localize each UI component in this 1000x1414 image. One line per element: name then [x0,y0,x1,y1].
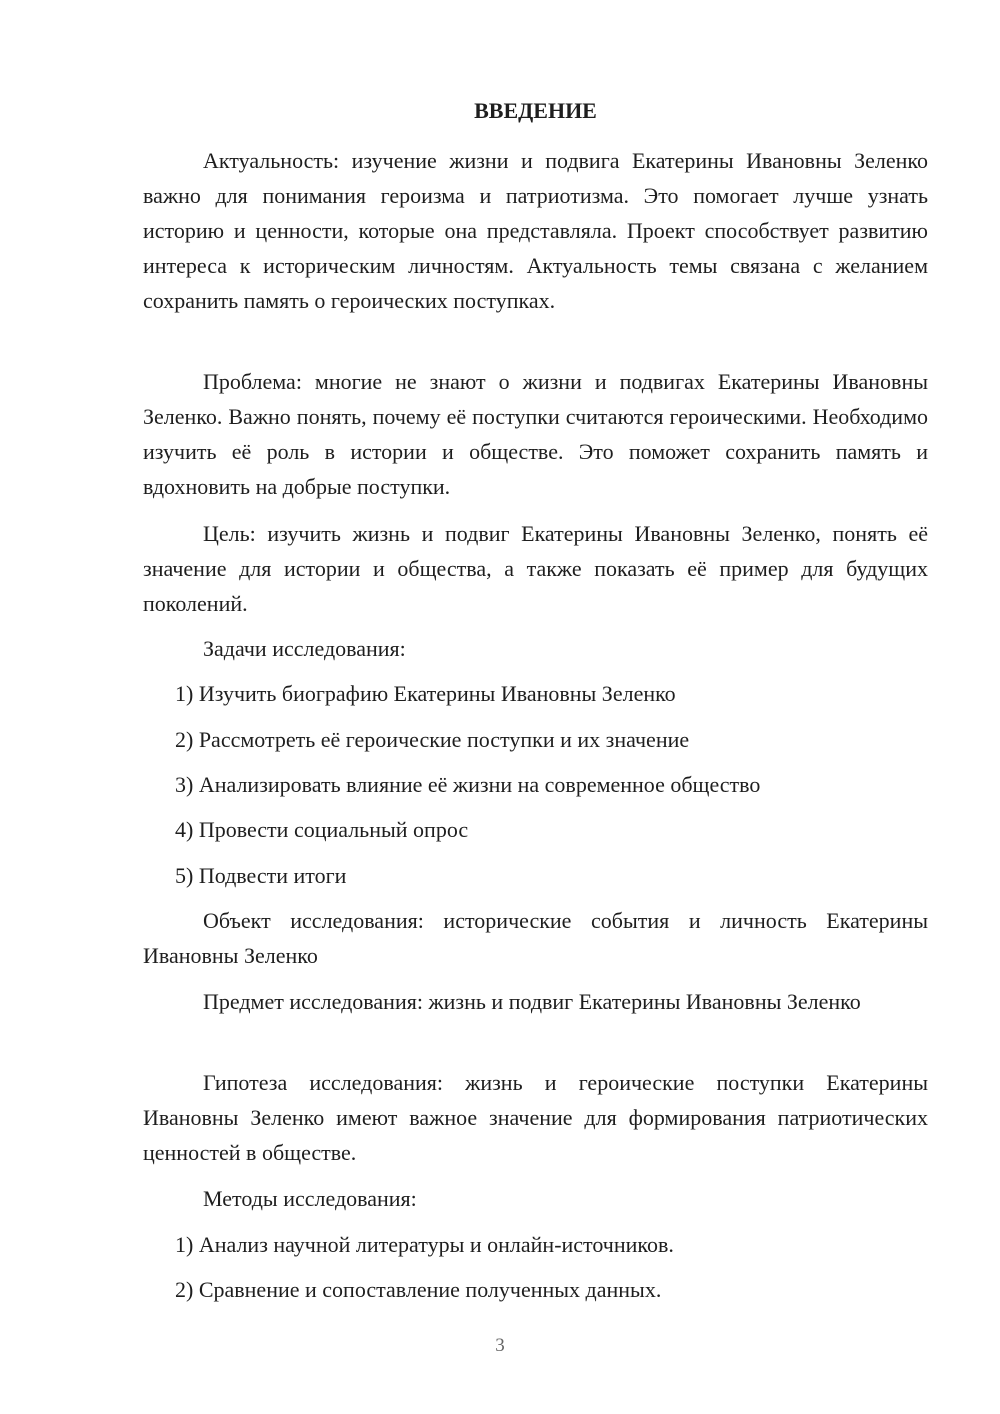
task-item-3: 3) Анализировать влияние её жизни на современное общество [175,772,761,797]
hypothesis-paragraph: Гипотеза исследования: жизнь и героические поступки Екатерины Ивановны Зеленко имеют важное значение для формирования патриотических ценностей в обществе. [143,1070,928,1165]
task-item-5: 5) Подвести итоги [175,863,347,888]
subject-paragraph: Предмет исследования: жизнь и подвиг Екатерины Ивановны Зеленко [203,989,861,1014]
relevance-paragraph: Актуальность: изучение жизни и подвига Екатерины Ивановны Зеленко важно для понимания героизма и патриотизма. Это помогает лучше узнать историю и ценности, которые она представляла. Проект способствует развитию интереса к историческим личностям. Актуальность темы связана с желанием сохранить память о героических поступках. [143,148,928,313]
task-item-1: 1) Изучить биографию Екатерины Ивановны Зеленко [175,681,676,706]
method-item-2: 2) Сравнение и сопоставление полученных данных. [175,1277,662,1302]
task-item-2: 2) Рассмотреть её героические поступки и их значение [175,727,690,752]
method-item-1: 1) Анализ научной литературы и онлайн-источников. [175,1232,674,1257]
methods-label: Методы исследования: [203,1186,417,1211]
object-paragraph: Объект исследования: исторические события и личность Екатерины Ивановны Зеленко [143,908,928,968]
task-item-4: 4) Провести социальный опрос [175,817,469,842]
goal-paragraph: Цель: изучить жизнь и подвиг Екатерины Ивановны Зеленко, понять её значение для истории и общества, а также показать её пример для будущих поколений. [143,521,928,616]
problem-paragraph: Проблема: многие не знают о жизни и подвигах Екатерины Ивановны Зеленко. Важно понять, почему её поступки считаются героическими. Необходимо изучить её роль в истории и обществе. Это поможет сохранить память и вдохновить на добрые поступки. [143,369,928,499]
page-number: 3 [495,1335,505,1356]
page-title: ВВЕДЕНИЕ [474,98,597,123]
tasks-label: Задачи исследования: [203,636,406,661]
